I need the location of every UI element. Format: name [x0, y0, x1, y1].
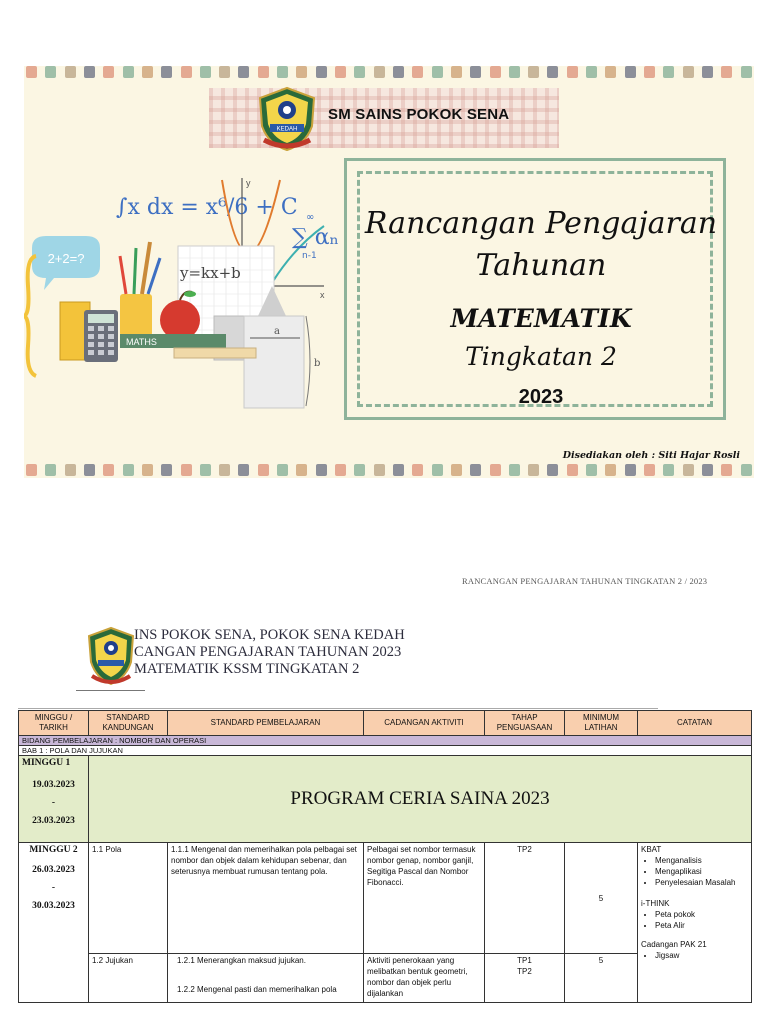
- border-dot: [123, 66, 134, 78]
- border-dot: [412, 66, 423, 78]
- week1-start: 19.03.2023: [32, 780, 75, 790]
- math-illustration: [24, 166, 354, 466]
- doc-heading-line1: INS POKOK SENA, POKOK SENA KEDAH: [134, 627, 405, 643]
- cover-banner: [24, 66, 754, 478]
- cover-subject: MATEMATIK: [450, 304, 632, 333]
- border-dot: [181, 66, 192, 78]
- border-dot: [238, 66, 249, 78]
- border-dot: [586, 66, 597, 78]
- border-dot: [663, 464, 674, 476]
- axis-x-label: x: [320, 290, 325, 300]
- bidang-label: BIDANG PEMBELAJARAN : NOMBOR DAN OPERASI: [19, 736, 752, 746]
- doc-heading-line2: CANGAN PENGAJARAN TAHUNAN 2023: [134, 644, 402, 660]
- border-dot: [567, 66, 578, 78]
- ithink-list: [641, 909, 748, 931]
- week1-cell: [19, 756, 89, 843]
- border-dot: [219, 66, 230, 78]
- dot-border-top: [24, 66, 754, 78]
- sum-top: ∞: [306, 212, 315, 223]
- border-dot: [335, 66, 346, 78]
- cover-title-line1: Rancangan Pengajaran: [364, 206, 718, 241]
- brace-shape: [24, 256, 36, 376]
- tahap-1-2: [485, 954, 565, 1003]
- dim-a-label: a: [274, 326, 280, 337]
- border-dot: [528, 464, 539, 476]
- border-dot: [547, 66, 558, 78]
- border-dot: [277, 66, 288, 78]
- table-header-row: [19, 711, 752, 736]
- doc-heading-line3: MATEMATIK KSSM TINGKATAN 2: [134, 661, 360, 677]
- bab-label: BAB 1 : POLA DAN JUJUKAN: [19, 746, 752, 756]
- tahap-1-2-b: TP2: [517, 967, 532, 976]
- col-header-catatan: CATATAN: [638, 711, 752, 736]
- border-dot: [625, 464, 636, 476]
- axis-y-label: y: [246, 178, 251, 188]
- pak-title: Cadangan PAK 21: [641, 940, 707, 949]
- kbat-list: [641, 855, 748, 888]
- border-dot: [103, 66, 114, 78]
- border-dot: [586, 464, 597, 476]
- border-dot: [741, 464, 752, 476]
- border-dot: [625, 66, 636, 78]
- border-dot: [412, 464, 423, 476]
- col-header-tahap: TAHAP PENGUASAAN: [485, 711, 565, 736]
- border-dot: [374, 464, 385, 476]
- pembelajaran-1-1-1: 1.1.1 Mengenal dan memerihalkan pola pelbagai set nombor dan objek dalam kehidupan sebenar, dan seterusnya membuat rumusan tentang pola.: [168, 843, 364, 954]
- tahap-1-1: TP2: [485, 843, 565, 954]
- border-dot: [142, 66, 153, 78]
- cover-year: 2023: [518, 386, 564, 408]
- border-dot: [547, 464, 558, 476]
- border-dot: [683, 66, 694, 78]
- line-equation: y=kx+b: [180, 264, 241, 282]
- ithink-item: • Peta Alir: [655, 920, 748, 931]
- border-dot: [432, 66, 443, 78]
- sum-formula: ∑ αₙ: [292, 225, 340, 250]
- week2-end: 30.03.2023: [32, 901, 75, 911]
- border-dot: [721, 66, 732, 78]
- border-dot: [258, 66, 269, 78]
- week2-label: MINGGU 2: [29, 845, 78, 855]
- week2-row1: [19, 843, 752, 954]
- border-dot: [683, 464, 694, 476]
- ithink-item: • Peta pokok: [655, 909, 748, 920]
- border-dot: [393, 66, 404, 78]
- minimum-1-1-value: 5: [598, 893, 604, 903]
- border-dot: [432, 464, 443, 476]
- border-dot: [567, 464, 578, 476]
- school-name: SM SAINS POKOK SENA: [328, 106, 510, 123]
- week1-label: MINGGU 1: [22, 758, 71, 768]
- border-dot: [200, 66, 211, 78]
- cadangan-1-2: Aktiviti penerokaan yang melibatkan bentuk geometri, nombor dan objek perlu dijalankan: [364, 954, 485, 1003]
- col-header-standard-pembelajaran: STANDARD PEMBELAJARAN: [168, 711, 364, 736]
- kbat-item: • Mengaplikasi: [655, 866, 748, 877]
- title-frame: [344, 158, 726, 420]
- school-crest-icon: [256, 86, 318, 152]
- bubble-text: 2+2=?: [47, 251, 85, 266]
- book-label: MATHS: [126, 337, 157, 347]
- border-dot: [451, 66, 462, 78]
- pembelajaran-1-2: [168, 954, 364, 1003]
- border-dot: [84, 66, 95, 78]
- border-dot: [470, 464, 481, 476]
- border-dot: [316, 66, 327, 78]
- border-dot: [721, 464, 732, 476]
- cover-form: Tingkatan 2: [465, 342, 617, 371]
- kbat-title: KBAT: [641, 845, 662, 854]
- pembelajaran-1-2-1: 1.2.1 Menerangkan maksud jujukan.: [177, 956, 306, 965]
- running-header: RANCANGAN PENGAJARAN TAHUNAN TINGKATAN 2 / 2023: [462, 576, 708, 586]
- cadangan-1-1: Pelbagai set nombor termasuk nombor genap, nombor ganjil, Segitiga Pascal dan Nombor Fibonacci.: [364, 843, 485, 954]
- kbat-item: • Menganalisis: [655, 855, 748, 866]
- bab-row: [19, 746, 752, 756]
- border-dot: [354, 464, 365, 476]
- col-header-cadangan: CADANGAN AKTIVITI: [364, 711, 485, 736]
- border-dot: [702, 66, 713, 78]
- col-header-minimum: MINIMUM LATIHAN: [565, 711, 638, 736]
- border-dot: [470, 66, 481, 78]
- border-dot: [509, 464, 520, 476]
- document-crest-icon: [86, 626, 136, 688]
- border-dot: [296, 66, 307, 78]
- col-header-standard-kandungan: STANDARD KANDUNGAN: [89, 711, 168, 736]
- dim-b-label: b: [314, 358, 321, 369]
- pak-list: [641, 950, 748, 961]
- crest-text: KEDAH: [276, 126, 298, 133]
- border-dot: [65, 66, 76, 78]
- tahap-1-2-a: TP1: [517, 956, 532, 965]
- heading-rule: [76, 690, 145, 691]
- border-dot: [490, 464, 501, 476]
- border-dot: [45, 66, 56, 78]
- border-dot: [741, 66, 752, 78]
- border-dot: [605, 464, 616, 476]
- title-frame-dashed: [357, 171, 718, 408]
- ithink-title: i-THINK: [641, 899, 670, 908]
- week1-end: 23.03.2023: [32, 816, 75, 826]
- border-dot: [605, 66, 616, 78]
- minimum-1-2: 5: [565, 954, 638, 1003]
- border-dot: [490, 66, 501, 78]
- border-dot: [702, 464, 713, 476]
- integral-formula: ∫x dx = x⁶/6 + C: [116, 195, 298, 220]
- border-dot: [509, 66, 520, 78]
- border-dot: [161, 66, 172, 78]
- pembelajaran-1-2-2: 1.2.2 Mengenal pasti dan memerihalkan pola: [177, 985, 337, 994]
- week2-start: 26.03.2023: [32, 865, 75, 875]
- border-dot: [393, 464, 404, 476]
- minimum-1-1: [565, 843, 638, 954]
- col-header-minggu: MINGGU / TARIKH: [19, 711, 89, 736]
- border-dot: [354, 66, 365, 78]
- prepared-by: Disediakan oleh : Siti Hajar Rosli: [562, 450, 740, 461]
- pencil-cup: [120, 294, 152, 336]
- bidang-row: [19, 736, 752, 746]
- sum-bottom: n-1: [302, 251, 317, 261]
- plan-table: [18, 710, 752, 1003]
- kbat-item: • Penyelesaian Masalah: [655, 877, 748, 888]
- pak-item: • Jigsaw: [655, 950, 748, 961]
- border-dot: [663, 66, 674, 78]
- border-dot: [644, 66, 655, 78]
- border-dot: [451, 464, 462, 476]
- week1-dash: -: [51, 798, 56, 808]
- week1-program: PROGRAM CERIA SAINA 2023: [89, 756, 752, 843]
- border-dot: [26, 66, 37, 78]
- cover-title-line2: Tahunan: [475, 248, 607, 283]
- border-dot: [528, 66, 539, 78]
- border-dot: [644, 464, 655, 476]
- table-top-rule: [18, 708, 658, 709]
- kandungan-1-1: 1.1 Pola: [89, 843, 168, 954]
- border-dot: [374, 66, 385, 78]
- week1-row: [19, 756, 752, 843]
- kandungan-1-2: 1.2 Jujukan: [89, 954, 168, 1003]
- week2-dash: -: [51, 883, 56, 893]
- week2-cell: [19, 843, 89, 1003]
- catatan-cell: [638, 843, 752, 1003]
